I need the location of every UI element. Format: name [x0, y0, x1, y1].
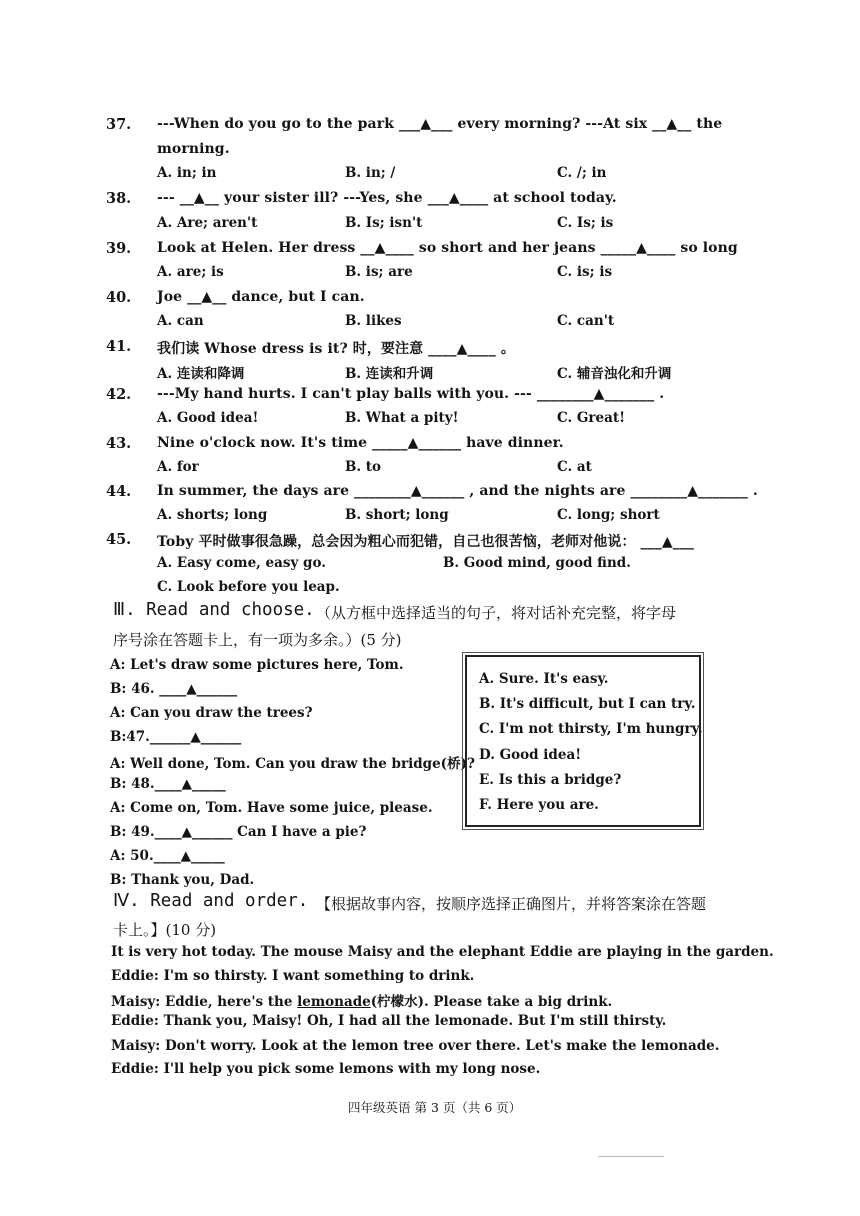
story-line: Eddie: I'm so thirsty. I want something to drink.: [111, 968, 475, 984]
answer-option: A. 连读和降调: [157, 366, 245, 382]
story-line: Eddie: Thank you, Maisy! Oh, I had all the lemonade. But I'm still thirsty.: [111, 1013, 667, 1029]
answer-option: A. Good idea!: [157, 410, 259, 426]
question-stem: [157, 435, 564, 451]
story-line: Maisy: Don't worry. Look at the lemon tree over there. Let's make the lemonade.: [111, 1038, 720, 1054]
answer-blank-line: __: [187, 289, 202, 305]
answer-option: B. Good mind, good find.: [443, 555, 631, 571]
answer-blank-marker: ▲: [374, 240, 386, 256]
answer-blank-marker: ▲: [636, 240, 647, 256]
dialogue-line: B: 46. ____▲______: [110, 681, 238, 697]
answer-option: B. 连读和升调: [345, 366, 434, 382]
section-4-instruction-line1: 【根据故事内容，按顺序选择正确图片，并将答案涂在答题: [316, 895, 707, 913]
answer-blank-line: ___: [427, 190, 449, 206]
underlined-word: lemonade: [297, 994, 371, 1010]
answer-blank-line: ____: [646, 240, 676, 256]
answer-blank-line: ____: [467, 341, 496, 357]
question-number: 40.: [106, 289, 132, 306]
question-text: Toby 平时做事很急躁，总会因为粗心而犯错，自己也很苦恼，老师对他说：: [157, 534, 641, 550]
section-3-instruction-line2: 序号涂在答题卡上，有一项为多余。）(5 分): [113, 631, 402, 649]
question-text: have dinner.: [461, 435, 564, 451]
story-text-segment: Maisy: Eddie, here's the: [111, 994, 298, 1010]
answer-blank-line: ______: [418, 435, 462, 451]
answer-option: C. is; is: [557, 264, 613, 280]
dialogue-line: B: Thank you, Dad.: [110, 872, 255, 888]
answer-blank-line: ___: [640, 534, 662, 550]
answer-blank-line: _______: [604, 386, 655, 402]
story-line: Eddie: I'll help you pick some lemons with my long nose.: [111, 1061, 541, 1077]
answer-blank-line: ____: [428, 341, 457, 357]
answer-blank-marker: ▲: [456, 341, 468, 357]
answer-blank-marker: ▲: [193, 190, 205, 206]
question-text: the: [691, 116, 723, 132]
section-4-instruction-line2: 卡上。】(10 分): [113, 921, 217, 939]
answer-blank-line: ________: [536, 386, 594, 402]
answer-blank-line: ______: [421, 483, 465, 499]
question-text: , and the nights are: [464, 483, 631, 499]
question-text: 。: [495, 341, 515, 357]
question-stem: [157, 338, 515, 358]
answer-option: B. Is; isn't: [345, 215, 423, 231]
question-text: your sister ill? ---Yes, she: [219, 190, 428, 206]
scan-mark: [598, 1156, 664, 1157]
answer-blank-line: ____: [459, 190, 489, 206]
story-line: It is very hot today. The mouse Maisy and the elephant Eddie are playing in the garden.: [111, 944, 774, 960]
choice-item: E. Is this a bridge?: [479, 772, 622, 788]
answer-blank-marker: ▲: [687, 483, 699, 499]
question-text: Joe: [157, 289, 188, 305]
choice-item: A. Sure. It's easy.: [479, 671, 609, 687]
answer-blank-marker: ▲: [448, 190, 460, 206]
answer-blank-marker: ▲: [593, 386, 605, 402]
answer-blank-line: __: [677, 116, 692, 132]
question-text: 我们读 Whose dress is it? 时，要注意: [157, 341, 429, 357]
dialogue-line: A: Let's draw some pictures here, Tom.: [110, 657, 404, 673]
dialogue-line: A: Come on, Tom. Have some juice, please.: [110, 800, 433, 816]
choices-box: [465, 655, 701, 827]
page-footer: 四年级英语 第 3 页（共 6 页）: [348, 1100, 522, 1115]
question-text: .: [747, 483, 758, 499]
answer-blank-line: ___: [672, 534, 695, 550]
answer-blank-line: __: [652, 116, 667, 132]
answer-blank-marker: ▲: [201, 289, 213, 305]
dialogue-line: B:47.______▲______: [110, 729, 242, 745]
question-number: 38.: [106, 190, 132, 207]
question-text: so long: [675, 240, 738, 256]
dialogue-line: B: 49.____▲______ Can I have a pie?: [110, 824, 367, 840]
answer-option: C. at: [557, 459, 592, 475]
question-number: 43.: [106, 435, 132, 452]
answer-blank-marker: ▲: [410, 483, 422, 499]
question-number: 45.: [106, 531, 132, 548]
question-number: 37.: [106, 116, 132, 133]
answer-option: B. to: [345, 459, 382, 475]
answer-option: A. for: [157, 459, 199, 475]
answer-option: A. in; in: [157, 165, 217, 181]
question-stem-continued: morning.: [157, 141, 230, 157]
dialogue-line: A: Can you draw the trees?: [110, 705, 313, 721]
question-number: 39.: [106, 240, 132, 257]
section-3-instruction-line1: （从方框中选择适当的句子，将对话补充完整，将字母: [316, 604, 677, 622]
answer-option: C. Is; is: [557, 215, 614, 231]
choice-item: D. Good idea!: [479, 747, 582, 763]
dialogue-line: B: 48.____▲_____: [110, 776, 226, 792]
answer-blank-line: ________: [630, 483, 688, 499]
question-stem: [157, 190, 617, 206]
question-stem: [157, 531, 694, 551]
answer-option: A. Easy come, easy go.: [157, 555, 326, 571]
answer-blank-line: __: [212, 289, 227, 305]
dialogue-line: A: Well done, Tom. Can you draw the bridge(桥)?: [110, 756, 475, 772]
question-text: .: [654, 386, 665, 402]
answer-option: C. long; short: [557, 507, 660, 523]
question-stem: [157, 386, 664, 402]
answer-blank-marker: ▲: [407, 435, 419, 451]
question-stem: [157, 116, 722, 132]
question-text: ---My hand hurts. I can't play balls with you. ---: [157, 386, 537, 402]
answer-option: B. is; are: [345, 264, 413, 280]
answer-blank-line: ___: [398, 116, 421, 132]
answer-option: A. are; is: [157, 264, 224, 280]
question-text: at school today.: [488, 190, 617, 206]
question-text: In summer, the days are: [157, 483, 355, 499]
answer-option: B. What a pity!: [345, 410, 459, 426]
answer-option: B. short; long: [345, 507, 449, 523]
question-stem: [157, 289, 365, 305]
question-text: dance, but I can.: [226, 289, 365, 305]
answer-blank-line: _____: [372, 435, 408, 451]
choice-item: B. It's difficult, but I can try.: [479, 696, 696, 712]
question-number: 44.: [106, 483, 132, 500]
section-4-heading: Ⅳ. Read and order.: [113, 891, 309, 911]
dialogue-line: A: 50.____▲_____: [110, 848, 225, 864]
choice-item: C. I'm not thirsty, I'm hungry.: [479, 721, 703, 737]
answer-blank-marker: ▲: [666, 116, 678, 132]
answer-option: C. 辅音浊化和升调: [557, 366, 672, 382]
question-text: so short and her jeans: [413, 240, 601, 256]
section-3-heading: Ⅲ. Read and choose.: [113, 600, 315, 620]
answer-blank-line: _______: [698, 483, 748, 499]
answer-option: A. can: [157, 313, 204, 329]
choice-item: F. Here you are.: [479, 797, 599, 813]
story-line: [111, 990, 612, 1010]
question-text: Nine o'clock now. It's time: [157, 435, 373, 451]
answer-blank-line: ___: [431, 116, 453, 132]
answer-blank-line: _____: [600, 240, 637, 256]
answer-blank-line: __: [360, 240, 375, 256]
question-number: 42.: [106, 386, 132, 403]
question-stem: [157, 483, 758, 499]
question-text: Look at Helen. Her dress: [157, 240, 361, 256]
answer-blank-line: ________: [354, 483, 411, 499]
question-number: 41.: [106, 338, 132, 355]
question-text: every morning? ---At six: [452, 116, 653, 132]
answer-option: B. in; /: [345, 165, 396, 181]
answer-blank-line: __: [204, 190, 219, 206]
answer-blank-line: __: [179, 190, 194, 206]
answer-option: C. Great!: [557, 410, 626, 426]
question-text: ---When do you go to the park: [157, 116, 399, 132]
answer-option: A. shorts; long: [157, 507, 268, 523]
answer-option: C. Look before you leap.: [157, 579, 340, 595]
answer-option: A. Are; aren't: [157, 215, 258, 231]
answer-option: B. likes: [345, 313, 402, 329]
question-stem: [157, 240, 738, 256]
question-text: ---: [157, 190, 180, 206]
answer-blank-marker: ▲: [420, 116, 432, 132]
story-text-segment: (柠檬水). Please take a big drink.: [370, 994, 613, 1010]
answer-blank-line: ____: [385, 240, 414, 256]
answer-option: C. /; in: [557, 165, 607, 181]
answer-blank-marker: ▲: [661, 534, 673, 550]
answer-option: C. can't: [557, 313, 615, 329]
